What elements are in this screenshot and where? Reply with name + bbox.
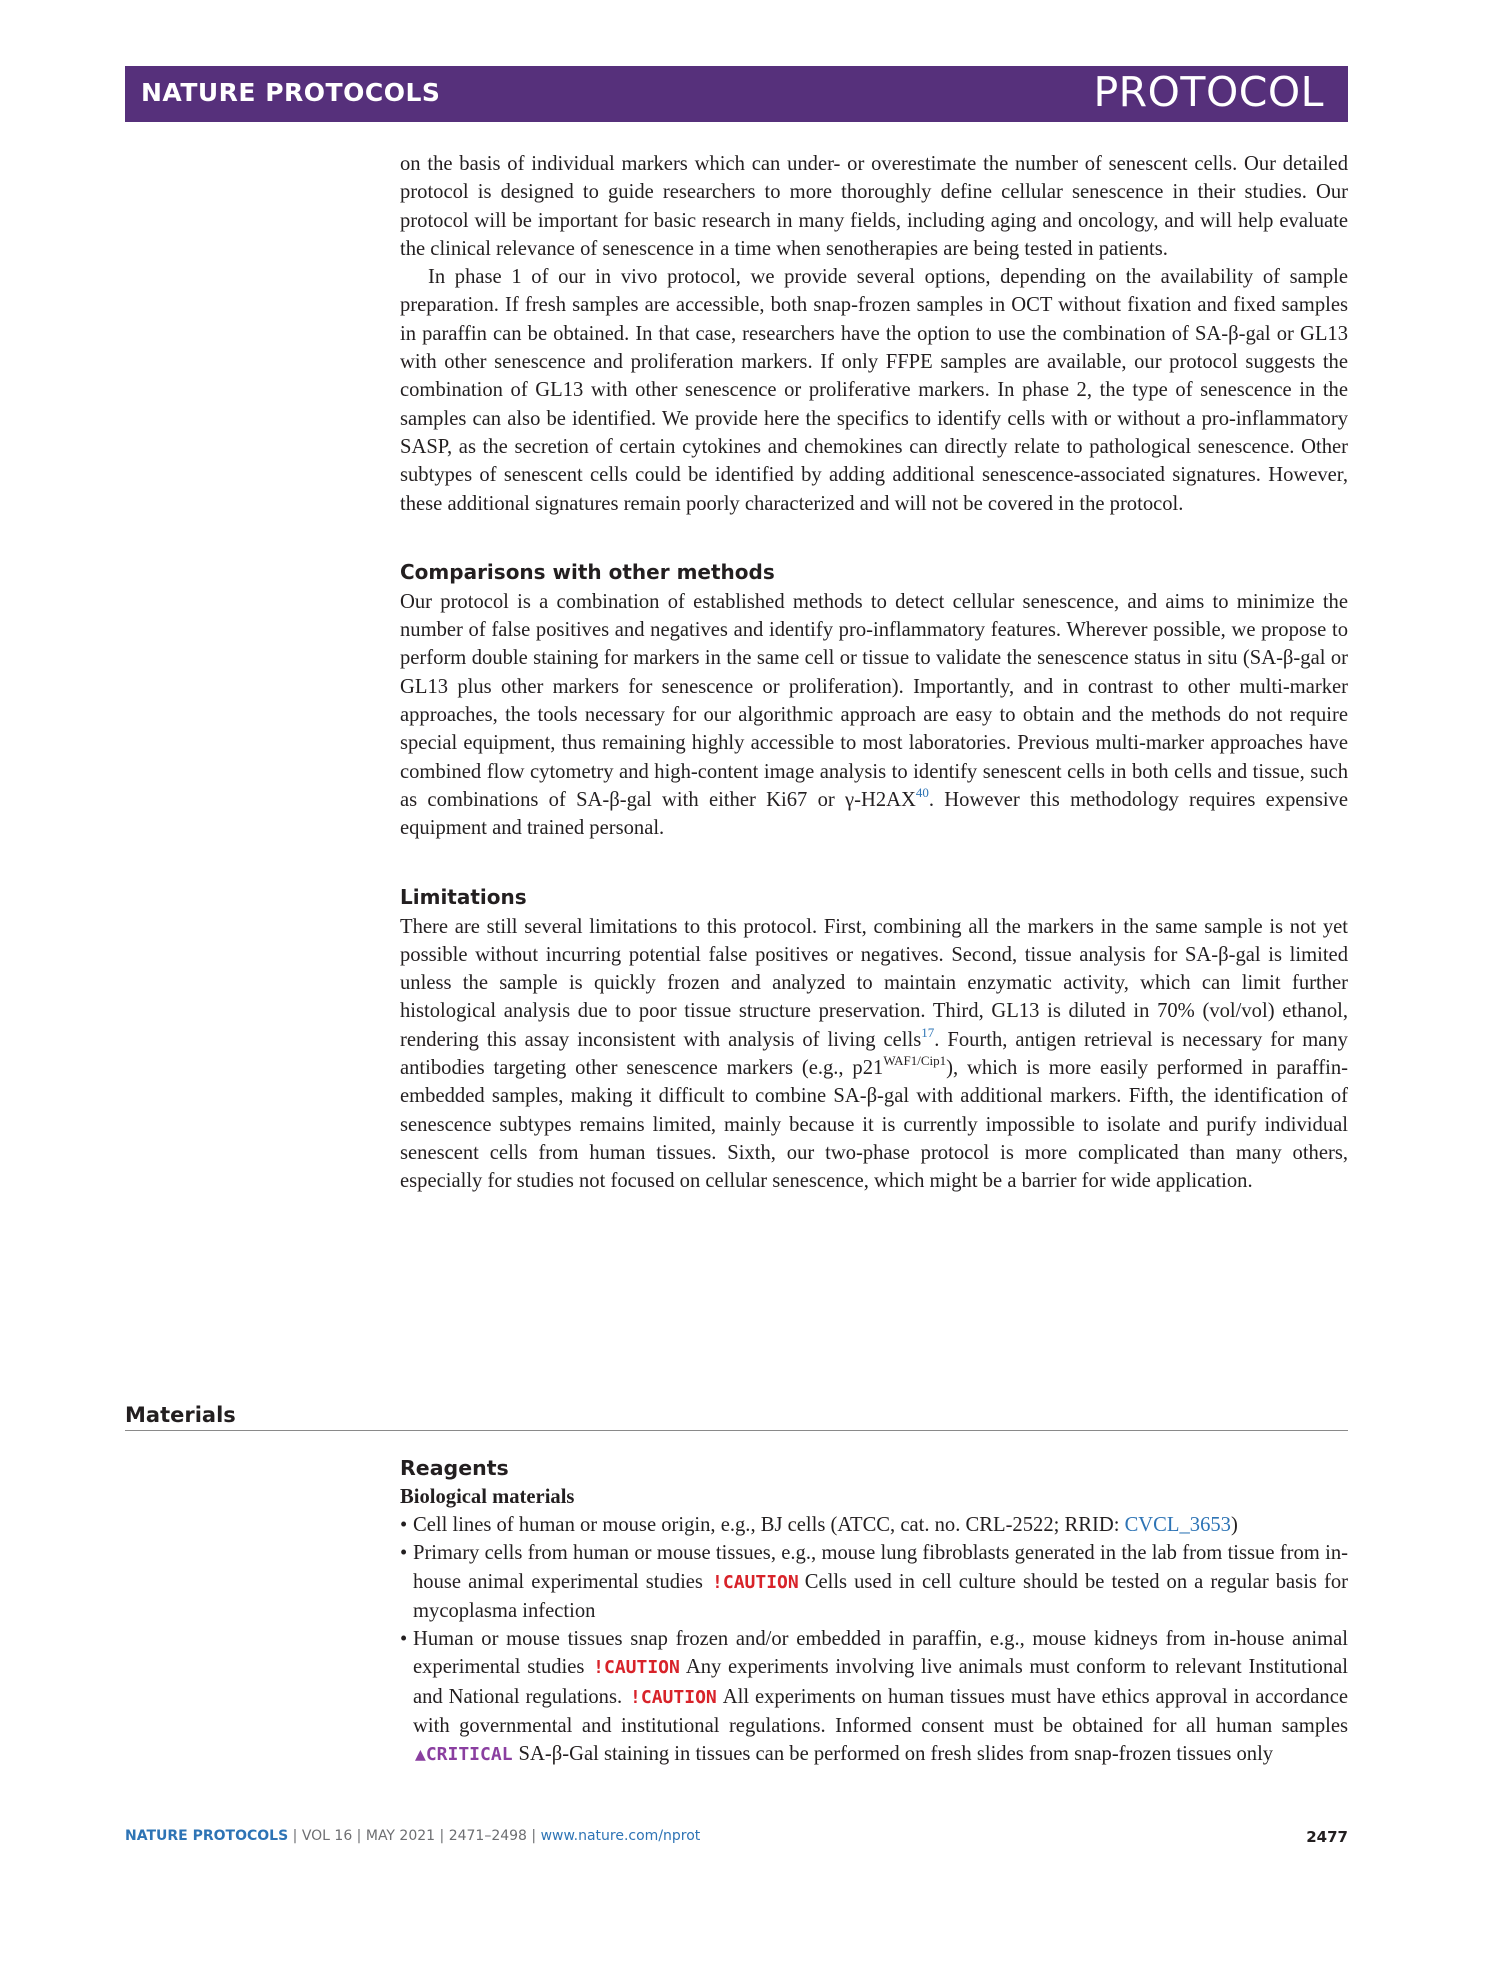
footer-date: MAY 2021 — [365, 1828, 436, 1844]
comparisons-heading: Comparisons with other methods — [400, 559, 775, 584]
footer-journal-name: NATURE PROTOCOLS — [125, 1828, 289, 1844]
page-number: 2477 — [1306, 1828, 1348, 1846]
journal-name: NATURE PROTOCOLS — [141, 78, 441, 107]
limitations-paragraph — [400, 913, 1348, 1196]
caution-text: Any experiments involving live animals must conform to relevant Institutional and National regulations. — [413, 1656, 1348, 1708]
caution-label: !CAUTION — [630, 1686, 717, 1708]
journal-header-bar — [125, 66, 1348, 122]
article-type-label: PROTOCOL — [1093, 68, 1324, 116]
list-item — [400, 1511, 1348, 1539]
list-item-text: ) — [1230, 1514, 1238, 1536]
reagents-heading: Reagents — [400, 1456, 509, 1480]
footer-url-link[interactable]: www.nature.com/nprot — [540, 1828, 701, 1844]
page-footer: NATURE PROTOCOLS | VOL 16 | MAY 2021 | 2471–2498 | www.nature.com/nprot 2477 — [125, 1828, 1348, 1846]
list-item-text: Primary cells from human or mouse tissues, e.g., mouse lung fibroblasts generated in the lab from tissue from in-house animal experimental studies — [413, 1542, 1348, 1593]
materials-heading: Materials — [125, 1403, 236, 1427]
list-item-text: Cell lines of human or mouse origin, e.g., BJ cells (ATCC, cat. no. CRL-2522; RRID: — [413, 1514, 1125, 1536]
rrid-link[interactable]: CVCL_3653 — [1124, 1514, 1231, 1536]
biological-materials-heading: Biological materials — [400, 1486, 575, 1508]
list-item-text: Human or mouse tissues snap frozen and/or embedded in paraffin, e.g., mouse kidneys from in-house animal experimental studies — [413, 1628, 1348, 1679]
comparisons-text-end: . However this methodology requires expensive equipment and trained personal. — [400, 788, 1348, 840]
reference-citation[interactable]: 40 — [915, 784, 929, 800]
caution-text: All experiments on human tissues must have ethics approval in accordance with governmental and institutional regulations. Informed consent must be obtained for all human samples — [413, 1685, 1348, 1738]
footer-volume: VOL 16 — [301, 1828, 353, 1844]
critical-label: ▲CRITICAL — [415, 1744, 513, 1766]
footer-pages: 2471–2498 — [448, 1828, 527, 1844]
limitations-text-b: . Fourth, antigen retrieval is necessary for many antibodies targeting other senescence markers (e.g., p21 — [400, 1028, 1348, 1080]
caution-text: Cells used in cell culture should be tested on a regular basis for mycoplasma infection — [413, 1570, 1348, 1622]
limitations-heading: Limitations — [400, 884, 527, 909]
biological-materials-list — [400, 1511, 1348, 1770]
main-text-column — [400, 150, 1348, 1196]
intro-paragraph-2: In phase 1 of our in vivo protocol, we provide several options, depending on the availability of sample preparation. If fresh samples are accessible, both snap-frozen samples in OCT without fixation and fixed samples in paraffin can be obtained. In that case, researchers have the option to use the combination of SA-β-gal or GL13 with other senescence and proliferation markers. If only FFPE samples are available, our protocol suggests the combination of GL13 with other senescence or proliferative markers. In phase 2, the type of senescence in the samples can also be identified. We provide here the specifics to identify cells with or without a pro-inflammatory SASP, as the secretion of certain cytokines and chemokines can directly relate to pathological senescence. Other subtypes of senescent cells could be identified by adding additional senescence-associated signatures. However, these additional signatures remain poorly characterized and will not be covered in the protocol. — [400, 266, 1348, 515]
list-item — [400, 1625, 1348, 1769]
comparisons-text: Our protocol is a combination of established methods to detect cellular senescence, and aims to minimize the number of false positives and negatives and identify pro-inflammatory features. Wherever possible, we propose to perform double staining for markers in the same cell or tissue to validate the senescence status in situ (SA-β-gal or GL13 plus other markers for senescence or proliferation). Importantly, and in contrast to other multi-marker approaches, the tools necessary for our algorithmic approach are easy to obtain and the methods do not require special equipment, thus remaining highly accessible to most laboratories. Previous multi-marker approaches have combined flow cytometry and high-content image analysis to identify senescent cells in both cells and tissue, such as combinations of SA-β-gal with either Ki67 or γ-H2AX — [400, 590, 1348, 811]
comparisons-paragraph — [400, 588, 1348, 843]
critical-text: SA-β-Gal staining in tissues can be performed on fresh slides from snap-frozen tissues only — [518, 1743, 1274, 1766]
reference-citation[interactable]: 17 — [921, 1024, 935, 1040]
materials-divider — [125, 1430, 1348, 1431]
p21-superscript: WAF1/Cip1 — [883, 1053, 947, 1069]
list-item — [400, 1539, 1348, 1625]
caution-label: !CAUTION — [712, 1571, 799, 1593]
limitations-text-a: There are still several limitations to this protocol. First, combining all the markers in the same sample is not yet possible without incurring potential false positives or negatives. Second, tissue analysis for SA-β-gal is limited unless the sample is quickly frozen and analyzed to maintain enzymatic activity, which can limit further histological analysis due to poor tissue structure preservation. Third, GL13 is diluted in 70% (vol/vol) ethanol, rendering this assay inconsistent with analysis of living cells — [400, 915, 1348, 1051]
caution-label: !CAUTION — [593, 1657, 680, 1679]
reagents-section — [400, 1453, 1348, 1770]
intro-paragraph-1: on the basis of individual markers which can under- or overestimate the number of senescent cells. Our detailed protocol is designed to guide researchers to more thoroughly define cellular senescence in their studies. Our protocol will be important for basic research in many fields, including aging and oncology, and will help evaluate the clinical relevance of senescence in a time when senotherapies are being tested in patients. — [400, 153, 1348, 260]
limitations-text-c: ), which is more easily performed in paraffin-embedded samples, making it difficult to combine SA-β-gal with additional markers. Fifth, the identification of senescence subtypes remains limited, mainly because it is currently impossible to isolate and purify individual senescent cells from human tissues. Sixth, our two-phase protocol is more complicated than many others, especially for studies not focused on cellular senescence, which might be a barrier for wide application. — [400, 1057, 1348, 1193]
